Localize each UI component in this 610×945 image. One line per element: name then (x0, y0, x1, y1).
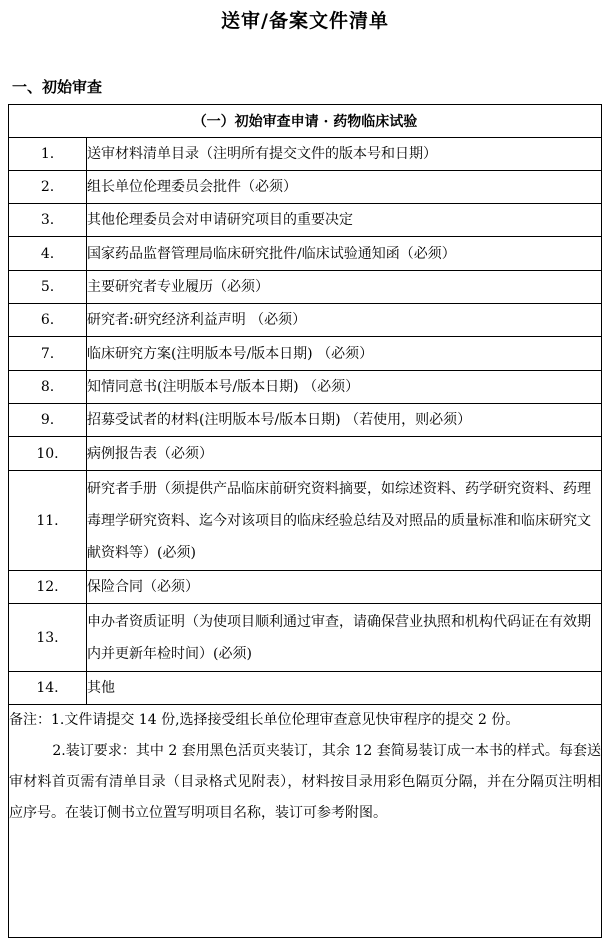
table-row (9, 604, 602, 672)
table-row (9, 437, 602, 471)
item-text: 病例报告表（必须） (87, 437, 602, 471)
table-row (9, 271, 602, 304)
item-text: 组长单位伦理委员会批件（必须） (87, 171, 602, 204)
item-number: 4. (9, 237, 87, 271)
table-row (9, 304, 602, 337)
item-number: 1. (9, 138, 87, 171)
note-paragraph-2: 2.装订要求：其中 2 套用黑色活页夹装订，其余 12 套简易装订成一本书的样式。每套送审材料首页需有清单目录（目录格式见附表），材料按目录用彩色隔页分隔，并在分隔页注明相应序号。在装订侧书立位置写明项目名称，装订可参考附图。 (9, 743, 601, 821)
item-text: 招募受试者的材料(注明版本号/版本日期) （若使用，则必须） (87, 404, 602, 437)
table-row (9, 571, 602, 604)
table-row (9, 204, 602, 237)
item-number: 7. (9, 337, 87, 371)
table-caption: （一）初始审查申请 · 药物临床试验 (9, 105, 602, 138)
item-number: 2. (9, 171, 87, 204)
item-text: 国家药品监督管理局临床研究批件/临床试验通知函（必须） (87, 237, 602, 271)
note-cell (9, 705, 602, 938)
item-text: 其他 (87, 672, 602, 705)
item-text: 知情同意书(注明版本号/版本日期) （必须） (87, 371, 602, 404)
section-heading: 一、初始审查 (12, 78, 103, 96)
item-number: 8. (9, 371, 87, 404)
item-text: 其他伦理委员会对申请研究项目的重要决定 (87, 204, 602, 237)
item-text: 研究者手册（须提供产品临床前研究资料摘要，如综述资料、药学研究资料、药理毒理学研究资料、迄今对该项目的临床经验总结及对照品的质量标准和临床研究文献资料等）(必须) (87, 471, 602, 571)
table-row (9, 237, 602, 271)
page-title: 送审/备案文件清单 (221, 10, 389, 32)
note-row (9, 705, 602, 938)
item-number: 14. (9, 672, 87, 705)
item-number: 3. (9, 204, 87, 237)
item-number: 10. (9, 437, 87, 471)
item-text: 临床研究方案(注明版本号/版本日期) （必须） (87, 337, 602, 371)
item-text: 主要研究者专业履历（必须） (87, 271, 602, 304)
table-row (9, 672, 602, 705)
table-row (9, 471, 602, 571)
item-text: 申办者资质证明（为使项目顺利通过审查，请确保营业执照和机构代码证在有效期内并更新年检时间）(必须) (87, 604, 602, 672)
item-number: 13. (9, 604, 87, 672)
table-row (9, 138, 602, 171)
table-row (9, 404, 602, 437)
table-row (9, 371, 602, 404)
item-text: 保险合同（必须） (87, 571, 602, 604)
item-text: 送审材料清单目录（注明所有提交文件的版本号和日期） (87, 138, 602, 171)
document-list-table (8, 104, 602, 938)
table-row (9, 337, 602, 371)
table-row (9, 171, 602, 204)
item-number: 12. (9, 571, 87, 604)
item-text: 研究者:研究经济利益声明 （必须） (87, 304, 602, 337)
item-number: 6. (9, 304, 87, 337)
item-number: 11. (9, 471, 87, 571)
note-paragraph-1: 备注：1.文件请提交 14 份,选择接受组长单位伦理审查意见快审程序的提交 2 份。 (9, 712, 520, 728)
table-caption-row (9, 105, 602, 138)
item-number: 9. (9, 404, 87, 437)
item-number: 5. (9, 271, 87, 304)
